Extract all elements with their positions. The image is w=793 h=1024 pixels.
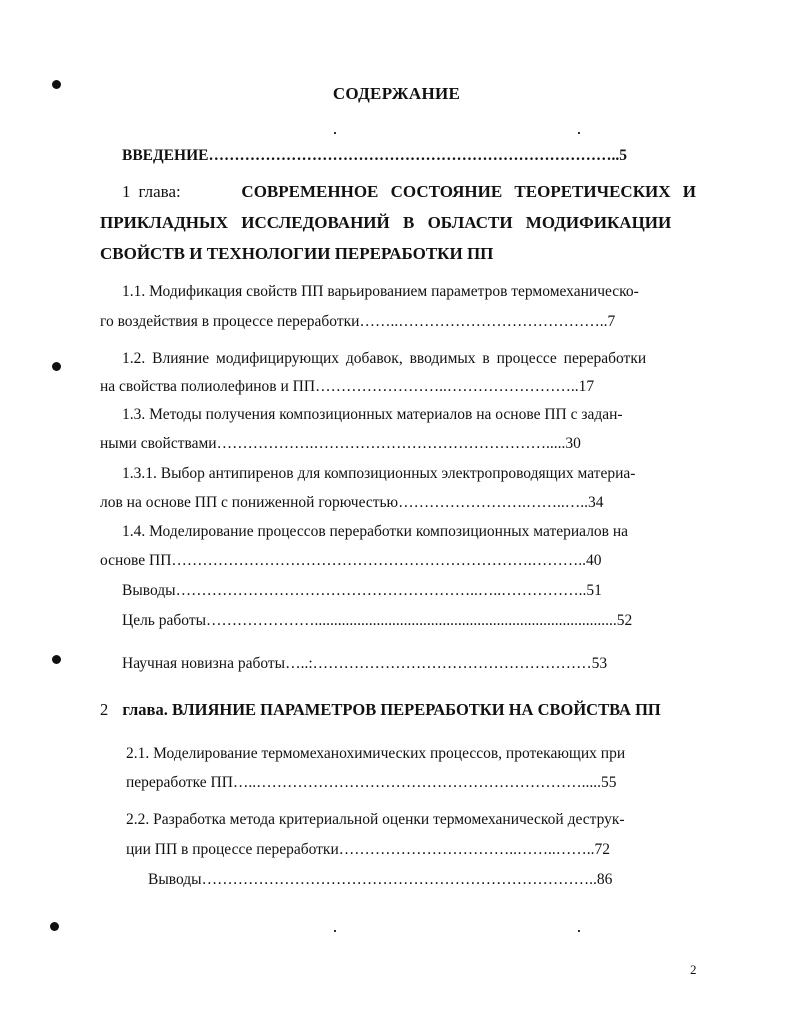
toc-entry-1-1-line2: го воздействия в процессе переработки……..…………………………………..7 xyxy=(100,313,616,330)
chapter2-number: 2 xyxy=(100,700,109,719)
toc-entry-2-2-line2: ции ПП в процессе переработки……………………………..……..……..72 xyxy=(126,841,610,858)
toc-entry-novelty: Научная новизна работы…..:………………………………………………53 xyxy=(122,655,608,672)
toc-entry-goal: Цель работы…………………..............................................................................52 xyxy=(122,612,633,629)
chapter1-title-line1: СОВРЕМЕННОЕ СОСТОЯНИЕ ТЕОРЕТИЧЕСКИХ И xyxy=(241,182,696,201)
toc-entry-1-2-line2: на свойства полиолефинов и ПП……………………..……………………..17 xyxy=(100,378,595,395)
chapter1-title-line3: СВОЙСТВ И ТЕХНОЛОГИИ ПЕРЕРАБОТКИ ПП xyxy=(100,244,494,263)
page-title: СОДЕРЖАНИЕ xyxy=(332,84,461,103)
scan-speck xyxy=(578,930,580,932)
scan-speck xyxy=(334,132,336,134)
scan-dot xyxy=(52,362,61,371)
scan-dot xyxy=(50,922,59,931)
toc-entry-1-2-line1: 1.2. Влияние модифицирующих добавок, вводимых в процессе переработки xyxy=(122,350,647,367)
toc-chapter2-heading xyxy=(100,700,661,720)
scan-speck xyxy=(578,132,580,134)
toc-entry-1-3-1-line1: 1.3.1. Выбор антипиренов для композиционных электропроводящих материа- xyxy=(122,465,636,482)
toc-entry-conclusions-2: Выводы…………………………………………………………………..86 xyxy=(148,871,613,888)
toc-intro: ВВЕДЕНИЕ……………………………………………………………………..5 xyxy=(122,147,627,164)
toc-entry-1-3-line1: 1.3. Методы получения композиционных материалов на основе ПП с задан- xyxy=(122,406,623,423)
chapter1-number: 1 xyxy=(122,182,131,201)
toc-entry-1-1-line1: 1.1. Модификация свойств ПП варьированием параметров термомеханическо- xyxy=(122,283,639,300)
toc-entry-1-4-line1: 1.4. Моделирование процессов переработки композиционных материалов на xyxy=(122,523,629,540)
chapter2-title: ВЛИЯНИЕ ПАРАМЕТРОВ ПЕРЕРАБОТКИ НА СВОЙСТВА ПП xyxy=(171,700,661,719)
chapter2-label: глава. xyxy=(122,700,168,719)
chapter1-title-line2: ПРИКЛАДНЫХ ИССЛЕДОВАНИЙ В ОБЛАСТИ МОДИФИКАЦИИ xyxy=(100,213,672,232)
scan-speck xyxy=(334,930,336,932)
toc-entry-2-1-line1: 2.1. Моделирование термомеханохимических процессов, протекающих при xyxy=(126,745,626,762)
toc-entry-1-4-line2: основе ПП…………………………………………………………….………..40 xyxy=(100,552,602,569)
toc-entry-2-2-line1: 2.2. Разработка метода критериальной оценки термомеханической деструк- xyxy=(126,811,625,828)
toc-entry-conclusions-1: Выводы…………………………………………………..…..……………..51 xyxy=(122,582,602,599)
toc-entry-2-1-line2: переработке ПП…..……………………………………………………….....55 xyxy=(126,774,617,791)
toc-entry-1-3-line2: ными свойствами……………….……………………………………….....30 xyxy=(100,435,581,452)
toc-chapter1-line1 xyxy=(122,182,696,202)
scan-dot xyxy=(52,655,61,664)
page-number: 2 xyxy=(690,962,697,977)
chapter1-label: глава: xyxy=(138,182,181,201)
toc-entry-1-3-1-line2: лов на основе ПП с пониженной горючестью…………………….……..…..34 xyxy=(100,494,604,511)
